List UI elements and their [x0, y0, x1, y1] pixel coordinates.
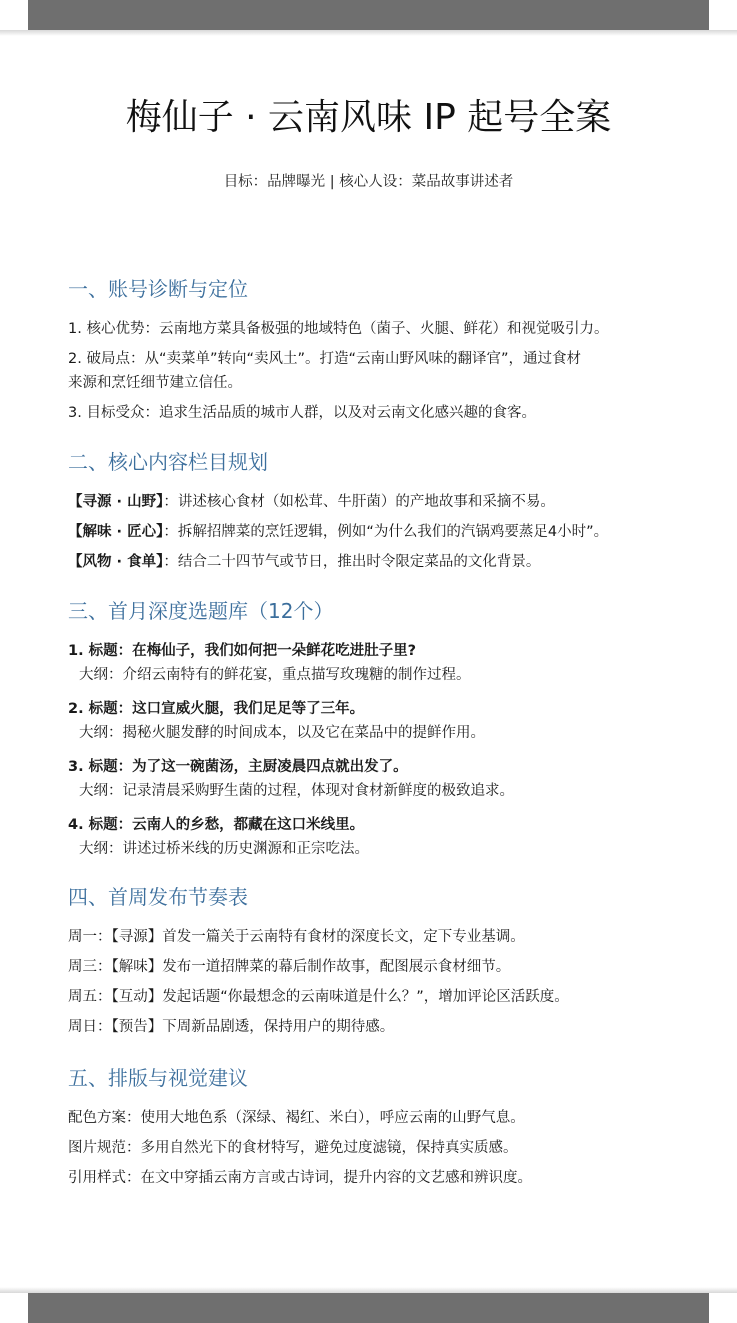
top-scroll-edge: [28, 0, 709, 30]
guideline-item: 引用样式：在文中穿插云南方言或古诗词，提升内容的文艺感和辨识度。: [68, 1170, 532, 1186]
list-item: 2. 破局点：从“卖菜单”转向“卖风土”。打造“云南山野风味的翻译官”，通过食材: [68, 351, 582, 367]
schedule-item: 周一：【寻源】首发一篇关于云南特有食材的深度长文，定下专业基调。: [68, 929, 525, 945]
section-heading: 二、核心内容栏目规划: [68, 450, 268, 474]
column-text: ：拆解招牌菜的烹饪逻辑，例如“为什么我们的汽锅鸡要蒸足4小时”。: [163, 524, 609, 540]
column-label: 【寻源 · 山野】: [68, 494, 164, 510]
top-edge-shadow: [0, 30, 737, 36]
column-text: ：结合二十四节气或节日，推出时令限定菜品的文化背景。: [163, 554, 541, 570]
topic-outline: 大纲：揭秘火腿发酵的时间成本，以及它在菜品中的提鲜作用。: [79, 725, 485, 741]
section-heading: 四、首周发布节奏表: [68, 885, 248, 909]
topic-title: 4. 标题：云南人的乡愁，都藏在这口米线里。: [68, 817, 365, 833]
document-title: 梅仙子 · 云南风味 IP 起号全案: [125, 97, 612, 138]
schedule-item: 周日：【预告】下周新品剧透，保持用户的期待感。: [68, 1019, 395, 1035]
section-account-diagnosis: [68, 276, 708, 425]
schedule-item: 周五：【互动】发起话题“你最想念的云南味道是什么？”，增加评论区活跃度。: [68, 989, 569, 1005]
topic-item: [68, 697, 708, 745]
section-content-columns: [68, 449, 708, 574]
list-item: [68, 490, 708, 514]
column-label: 【解味 · 匠心】: [68, 524, 164, 540]
document-subtitle: 目标：品牌曝光 | 核心人设：菜品故事讲述者: [223, 174, 514, 190]
section-weekly-schedule: [68, 884, 708, 1039]
list-item: [68, 550, 708, 574]
topic-outline: 大纲：记录清晨采购野生菌的过程，体现对食材新鲜度的极致追求。: [79, 783, 514, 799]
column-label: 【风物 · 食单】: [68, 554, 164, 570]
topic-title: 2. 标题：这口宣威火腿，我们足足等了三年。: [68, 701, 365, 717]
section-heading: 五、排版与视觉建议: [68, 1066, 248, 1090]
section-topic-library: [68, 598, 708, 861]
guideline-item: 图片规范：多用自然光下的食材特写，避免过度滤镜，保持真实质感。: [68, 1140, 518, 1156]
section-visual-guidelines: [68, 1065, 708, 1190]
section-heading: 三、首月深度选题库（12个）: [68, 599, 334, 623]
topic-item: [68, 755, 708, 803]
topic-item: [68, 639, 708, 687]
list-item: [68, 520, 708, 544]
list-item: 1. 核心优势：云南地方菜具备极强的地域特色（菌子、火腿、鲜花）和视觉吸引力。: [68, 321, 609, 337]
list-item: 3. 目标受众：追求生活品质的城市人群，以及对云南文化感兴趣的食客。: [68, 405, 536, 421]
topic-outline: 大纲：讲述过桥米线的历史渊源和正宗吃法。: [79, 841, 369, 857]
schedule-item: 周三：【解味】发布一道招牌菜的幕后制作故事，配图展示食材细节。: [68, 959, 511, 975]
topic-title: 1. 标题：在梅仙子，我们如何把一朵鲜花吃进肚子里?: [68, 643, 417, 659]
list-item-continuation: 来源和烹饪细节建立信任。: [68, 375, 242, 391]
bottom-scroll-edge: [28, 1293, 709, 1323]
section-heading: 一、账号诊断与定位: [68, 277, 248, 301]
topic-title: 3. 标题：为了这一碗菌汤，主厨凌晨四点就出发了。: [68, 759, 408, 775]
topic-outline: 大纲：介绍云南特有的鲜花宴，重点描写玫瑰糖的制作过程。: [79, 667, 471, 683]
guideline-item: 配色方案：使用大地色系（深绿、褐红、米白），呼应云南的山野气息。: [68, 1110, 525, 1126]
column-text: ：讲述核心食材（如松茸、牛肝菌）的产地故事和采摘不易。: [163, 494, 555, 510]
topic-item: [68, 813, 708, 861]
